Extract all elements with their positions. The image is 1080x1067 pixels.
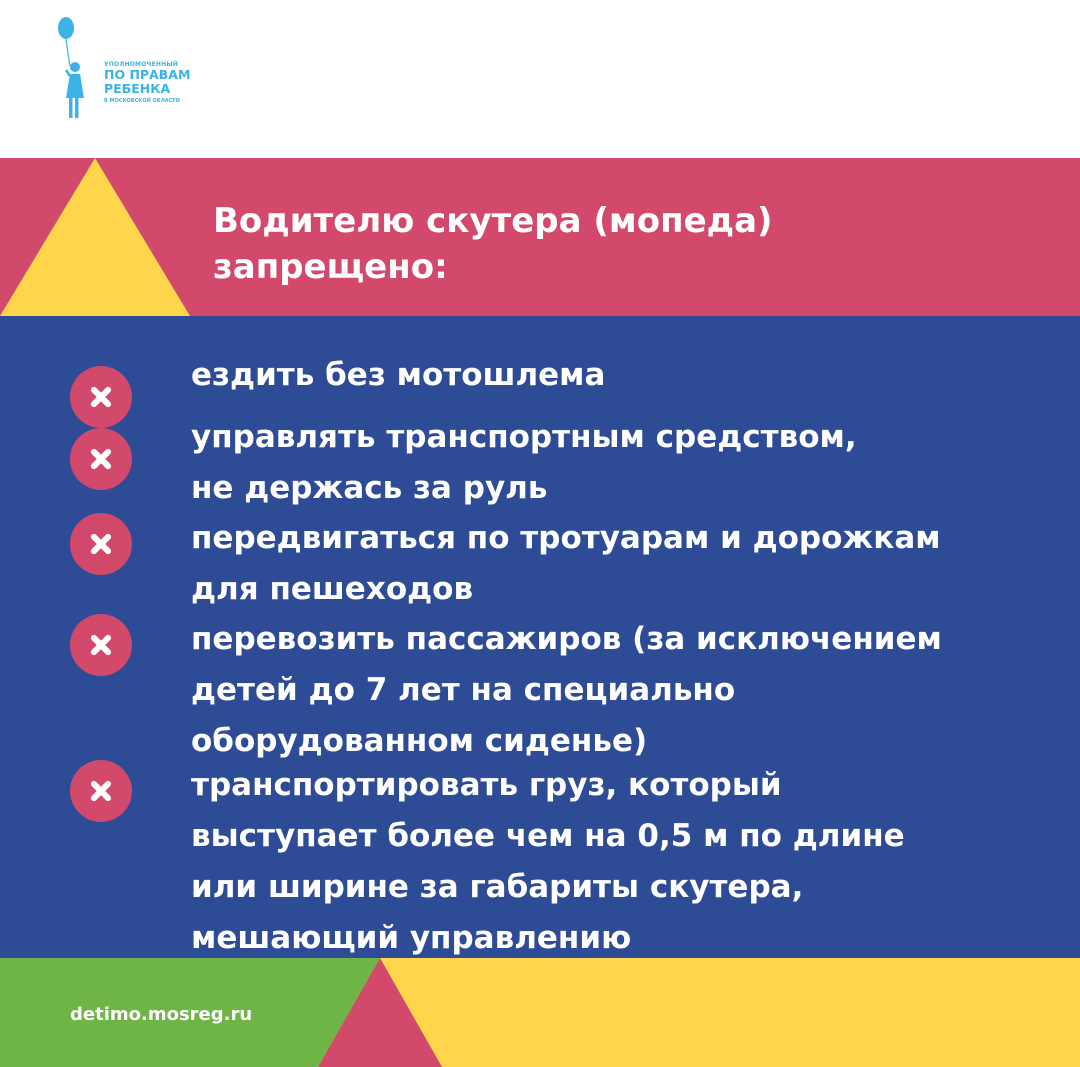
close-icon	[70, 614, 132, 676]
close-icon	[70, 760, 132, 822]
logo-line-2: ПО ПРАВАМ	[104, 67, 191, 82]
footer-url[interactable]: detimo.mosreg.ru	[70, 1004, 253, 1025]
page-title: Водителю скутера (мопеда) запрещено:	[213, 201, 773, 287]
rule-text: передвигаться по тротуарам и дорожкам для пешеходов	[191, 520, 941, 607]
close-icon	[70, 428, 132, 490]
close-icon	[70, 366, 132, 428]
yellow-triangle-decoration	[0, 158, 190, 316]
logo-text	[104, 62, 190, 104]
logo-line-3: РЕБЕНКА	[104, 81, 171, 96]
rule-text: ездить без мотошлема	[191, 357, 606, 393]
rule-text: управлять транспортным средством, не держась за руль	[191, 419, 857, 506]
close-icon	[70, 513, 132, 575]
rule-text: транспортировать груз, который выступает более чем на 0,5 м по длине или ширине за габариты скутера, мешающий управлению	[191, 767, 905, 956]
logo-line-1: УПОЛНОМОЧЕННЫЙ	[104, 61, 178, 68]
logo-line-4: В МОСКОВСКОЙ ОБЛАСТИ	[104, 98, 180, 104]
rule-text: перевозить пассажиров (за исключением детей до 7 лет на специально оборудованном сиденье)	[191, 621, 942, 759]
